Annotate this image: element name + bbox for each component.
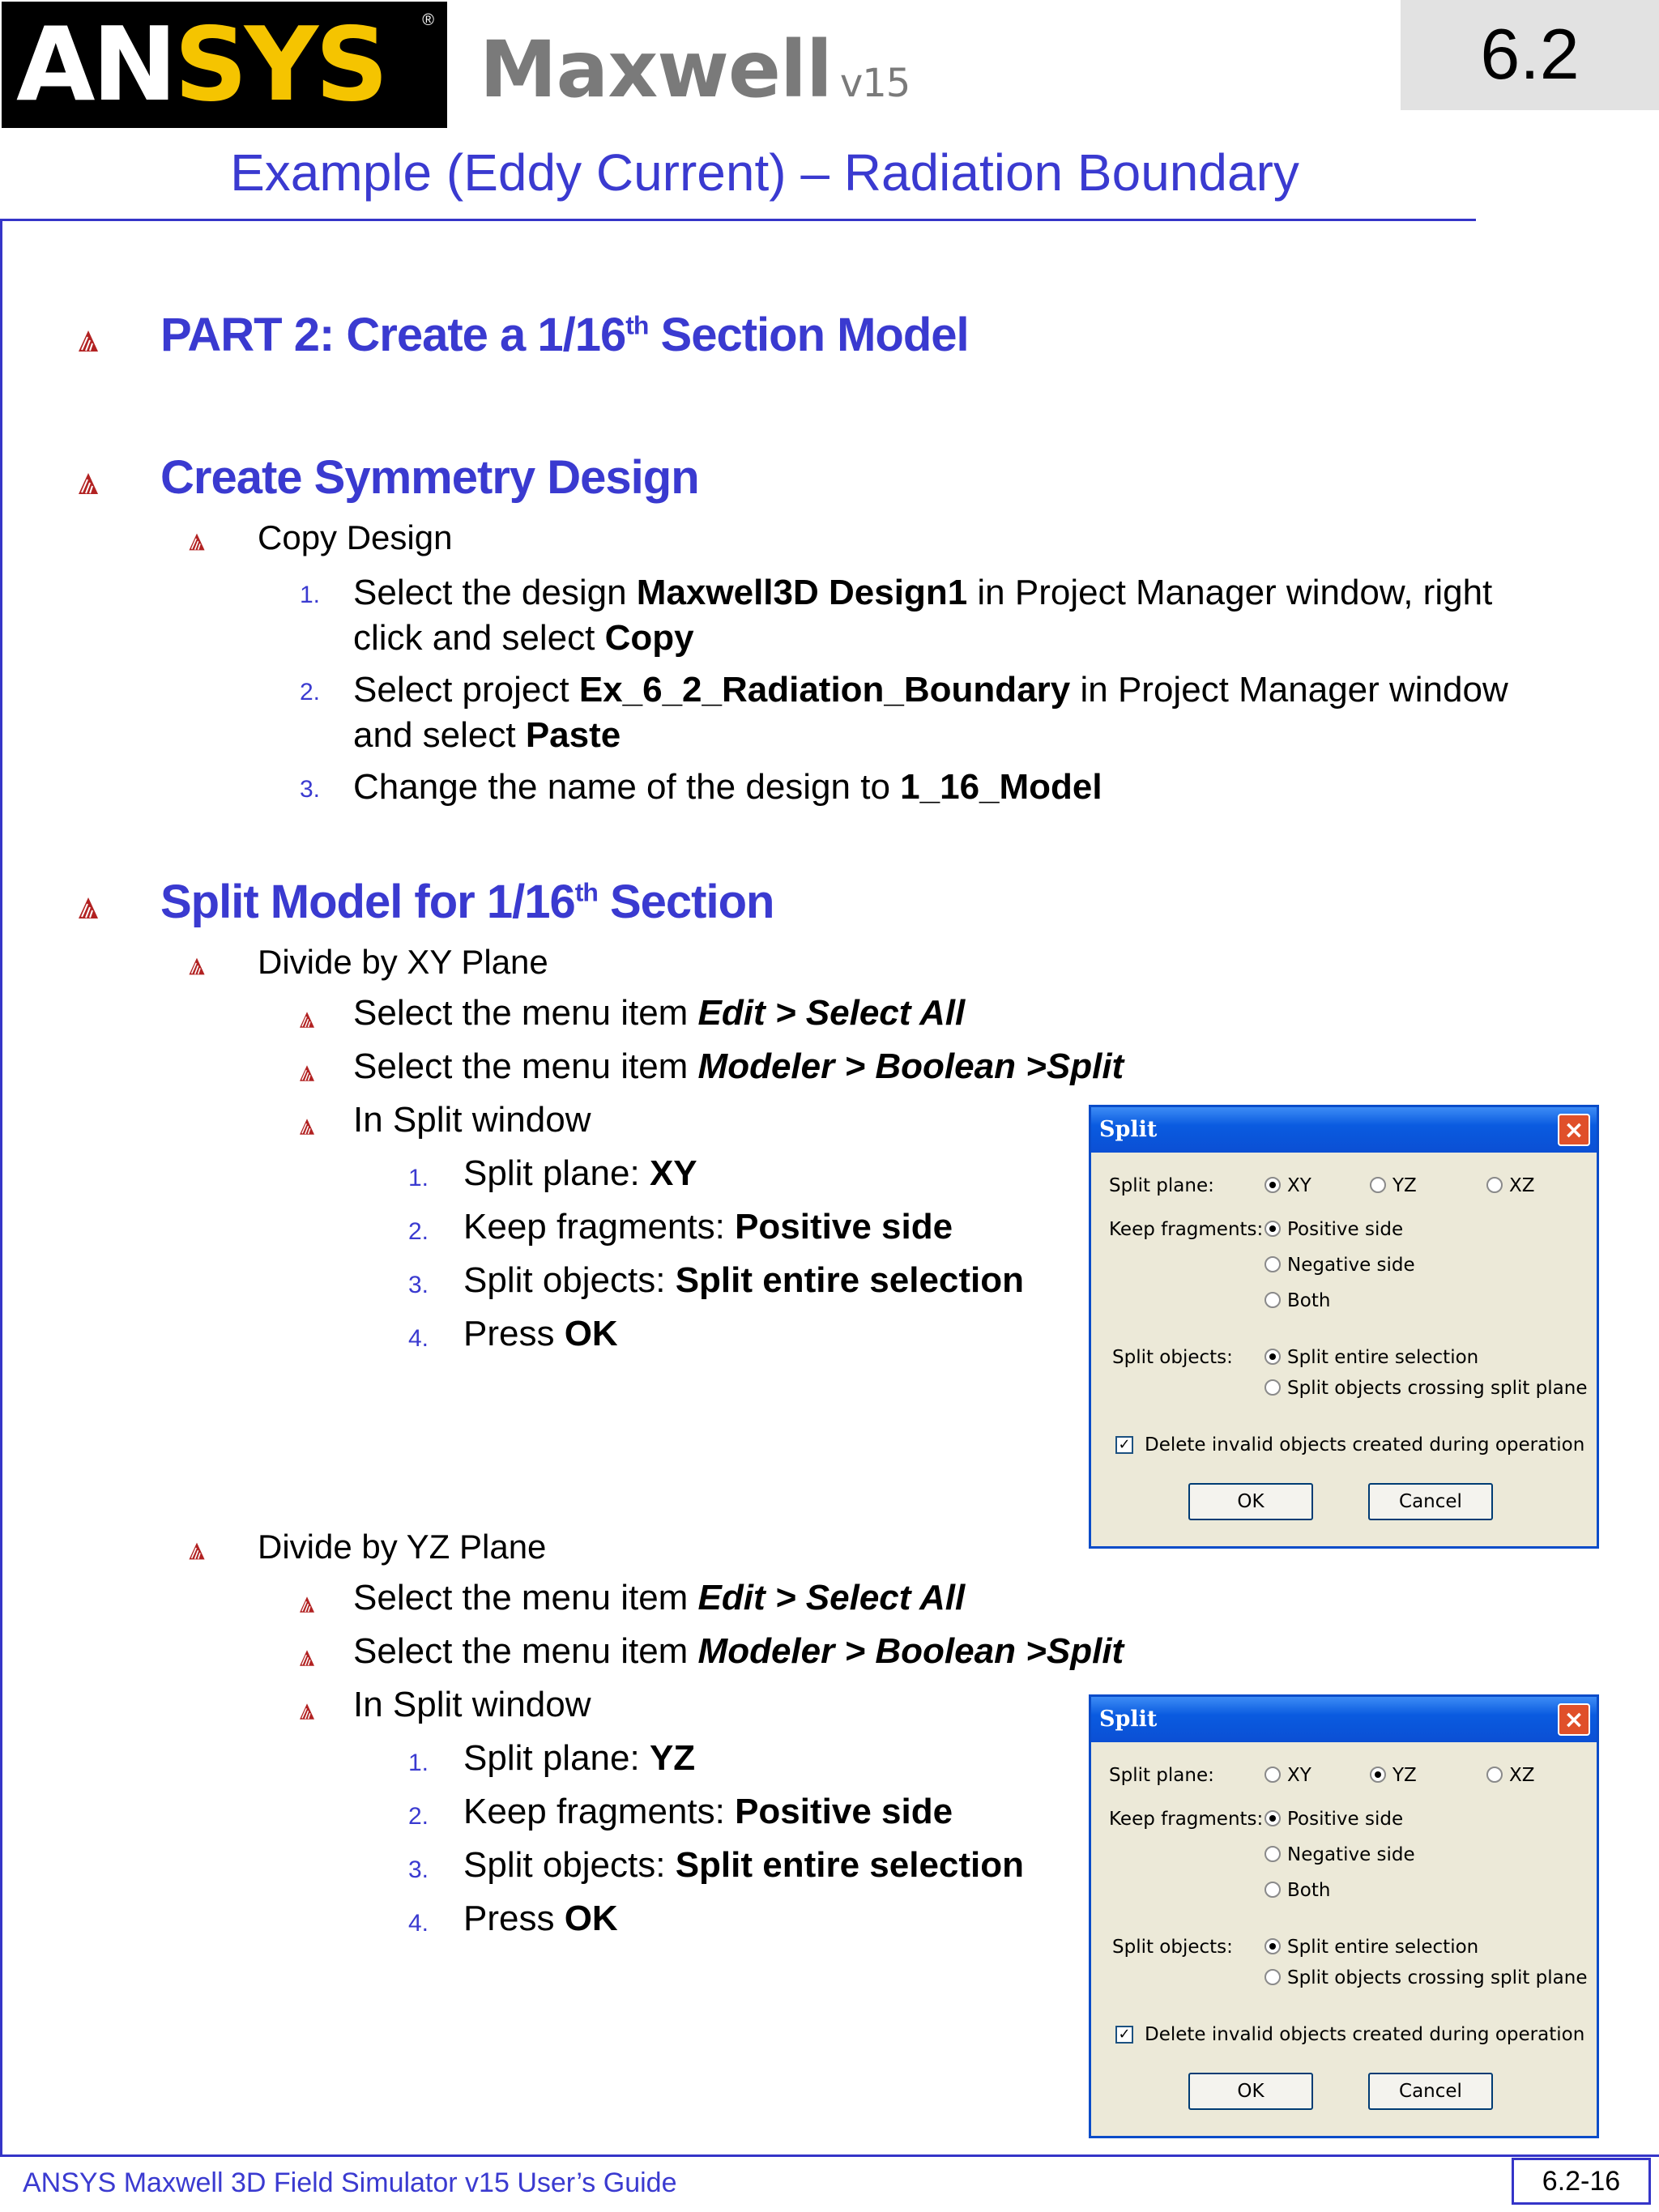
step-number: 1.	[408, 1165, 429, 1191]
radio-split-crossing-label: Split objects crossing split plane	[1287, 1378, 1588, 1399]
footer-text: ANSYS Maxwell 3D Field Simulator v15 User’s Guide	[23, 2167, 677, 2198]
divide-xy-label: Divide by XY Plane	[258, 943, 548, 981]
part2-heading: PART 2: Create a 1/16th Section Model	[160, 309, 969, 361]
registered-mark: ®	[422, 11, 434, 29]
radio-xy-label: XY	[1287, 1765, 1311, 1786]
radio-xy[interactable]	[1265, 1767, 1281, 1783]
yz-step-4: Press OK	[463, 1899, 618, 1938]
radio-xz-label: XZ	[1509, 1175, 1535, 1196]
radio-positive-side[interactable]	[1265, 1810, 1281, 1826]
split-heading: Split Model for 1/16th Section	[160, 876, 774, 928]
bullet-icon	[189, 1541, 206, 1561]
ok-button[interactable]: OK	[1188, 1483, 1313, 1520]
menu-boolean-split: Select the menu item Modeler > Boolean >Split	[353, 1631, 1124, 1671]
radio-split-crossing[interactable]	[1265, 1379, 1281, 1396]
divide-yz-label: Divide by YZ Plane	[258, 1528, 547, 1566]
bullet-icon	[78, 471, 99, 496]
radio-yz[interactable]	[1370, 1177, 1386, 1193]
radio-split-entire-selection[interactable]	[1265, 1938, 1281, 1954]
radio-xz[interactable]	[1486, 1767, 1503, 1783]
bullet-icon	[78, 896, 99, 920]
radio-xz[interactable]	[1486, 1177, 1503, 1193]
bullet-icon	[299, 1649, 315, 1668]
step-number: 1.	[408, 1750, 429, 1776]
symmetry-heading: Create Symmetry Design	[160, 451, 699, 504]
bullet-icon	[78, 329, 99, 353]
cancel-button[interactable]: Cancel	[1368, 1483, 1493, 1520]
bullet-icon	[299, 1703, 315, 1721]
copy-step-1: Select the design Maxwell3D Design1 in Project Manager window, right click and select Copy	[353, 573, 1493, 658]
dialog-titlebar[interactable]	[1091, 1697, 1597, 1742]
step-number: 3.	[408, 1856, 429, 1883]
delete-invalid-checkbox[interactable]: ✓	[1115, 2026, 1133, 2044]
radio-negative-side[interactable]	[1265, 1846, 1281, 1862]
ansys-logo	[2, 2, 447, 128]
radio-split-crossing-label: Split objects crossing split plane	[1287, 1967, 1588, 1988]
radio-both-label: Both	[1287, 1290, 1331, 1311]
step-number: 2.	[408, 1218, 429, 1245]
title-rule	[0, 219, 1476, 221]
split-objects-label: Split objects:	[1112, 1347, 1233, 1368]
dialog-title: Split	[1099, 1117, 1158, 1142]
bullet-icon	[299, 1596, 315, 1614]
radio-positive-side-label: Positive side	[1287, 1809, 1404, 1830]
copy-design-label: Copy Design	[258, 518, 453, 556]
logo-wordmark: ANSYS	[16, 5, 386, 124]
radio-split-entire-selection-label: Split entire selection	[1287, 1937, 1479, 1958]
radio-split-entire-selection-label: Split entire selection	[1287, 1347, 1479, 1368]
step-number: 1.	[300, 582, 321, 608]
bullet-icon	[299, 1118, 315, 1136]
left-rule	[0, 219, 2, 2154]
radio-negative-side[interactable]	[1265, 1256, 1281, 1272]
footer-rule	[0, 2154, 1659, 2157]
slide-title: Example (Eddy Current) – Radiation Boundary	[230, 143, 1299, 202]
radio-split-crossing[interactable]	[1265, 1969, 1281, 1985]
split-dialog-yz	[1089, 1694, 1599, 2138]
product-version: v15	[839, 61, 911, 106]
radio-negative-side-label: Negative side	[1287, 1255, 1415, 1276]
step-number: 4.	[408, 1910, 429, 1937]
radio-both[interactable]	[1265, 1292, 1281, 1308]
yz-step-3: Split objects: Split entire selection	[463, 1845, 1025, 1885]
bullet-icon	[299, 1064, 315, 1083]
menu-boolean-split: Select the menu item Modeler > Boolean >Split	[353, 1046, 1124, 1086]
radio-split-entire-selection[interactable]	[1265, 1349, 1281, 1365]
xy-step-4: Press OK	[463, 1314, 618, 1353]
cancel-button[interactable]: Cancel	[1368, 2073, 1493, 2110]
step-number: 3.	[300, 776, 321, 803]
xy-step-3: Split objects: Split entire selection	[463, 1260, 1025, 1300]
radio-negative-side-label: Negative side	[1287, 1844, 1415, 1865]
dialog-title: Split	[1099, 1707, 1158, 1732]
close-icon[interactable]: ×	[1558, 1114, 1590, 1146]
split-plane-label: Split plane:	[1109, 1175, 1214, 1196]
step-number: 4.	[408, 1325, 429, 1352]
menu-select-all: Select the menu item Edit > Select All	[353, 1578, 966, 1617]
bullet-icon	[299, 1011, 315, 1029]
delete-invalid-label: Delete invalid objects created during operation	[1145, 2024, 1585, 2045]
ok-button[interactable]: OK	[1188, 2073, 1313, 2110]
split-dialog-xy	[1089, 1105, 1599, 1549]
bullet-icon	[189, 532, 206, 552]
delete-invalid-checkbox[interactable]: ✓	[1115, 1436, 1133, 1454]
radio-both-label: Both	[1287, 1880, 1331, 1901]
step-number: 3.	[408, 1272, 429, 1298]
product-name: Maxwell v15	[480, 24, 911, 115]
bullet-icon	[189, 957, 206, 976]
dialog-titlebar[interactable]	[1091, 1107, 1597, 1153]
step-number: 2.	[300, 679, 321, 705]
yz-step-1: Split plane: YZ	[463, 1738, 696, 1778]
xy-step-2: Keep fragments: Positive side	[463, 1207, 953, 1247]
keep-fragments-label: Keep fragments:	[1109, 1219, 1264, 1240]
radio-yz[interactable]	[1370, 1767, 1386, 1783]
radio-both[interactable]	[1265, 1882, 1281, 1898]
in-split-window: In Split window	[353, 1100, 591, 1140]
copy-step-2: Select project Ex_6_2_Radiation_Boundary in Project Manager window and select Paste	[353, 670, 1508, 755]
radio-positive-side-label: Positive side	[1287, 1219, 1404, 1240]
page-number: 6.2-16	[1542, 2166, 1621, 2197]
radio-xy[interactable]	[1265, 1177, 1281, 1193]
radio-xz-label: XZ	[1509, 1765, 1535, 1786]
step-number: 2.	[408, 1803, 429, 1830]
split-plane-label: Split plane:	[1109, 1765, 1214, 1786]
split-objects-label: Split objects:	[1112, 1937, 1233, 1958]
menu-select-all: Select the menu item Edit > Select All	[353, 993, 966, 1033]
radio-yz-label: YZ	[1392, 1175, 1417, 1196]
close-icon[interactable]: ×	[1558, 1703, 1590, 1736]
yz-step-2: Keep fragments: Positive side	[463, 1792, 953, 1831]
xy-step-1: Split plane: XY	[463, 1153, 697, 1193]
section-number: 6.2	[1480, 14, 1580, 94]
radio-positive-side[interactable]	[1265, 1221, 1281, 1237]
radio-xy-label: XY	[1287, 1175, 1311, 1196]
delete-invalid-label: Delete invalid objects created during operation	[1145, 1434, 1585, 1455]
in-split-window: In Split window	[353, 1685, 591, 1724]
radio-yz-label: YZ	[1392, 1765, 1417, 1786]
copy-step-3: Change the name of the design to 1_16_Model	[353, 767, 1102, 807]
keep-fragments-label: Keep fragments:	[1109, 1809, 1264, 1830]
